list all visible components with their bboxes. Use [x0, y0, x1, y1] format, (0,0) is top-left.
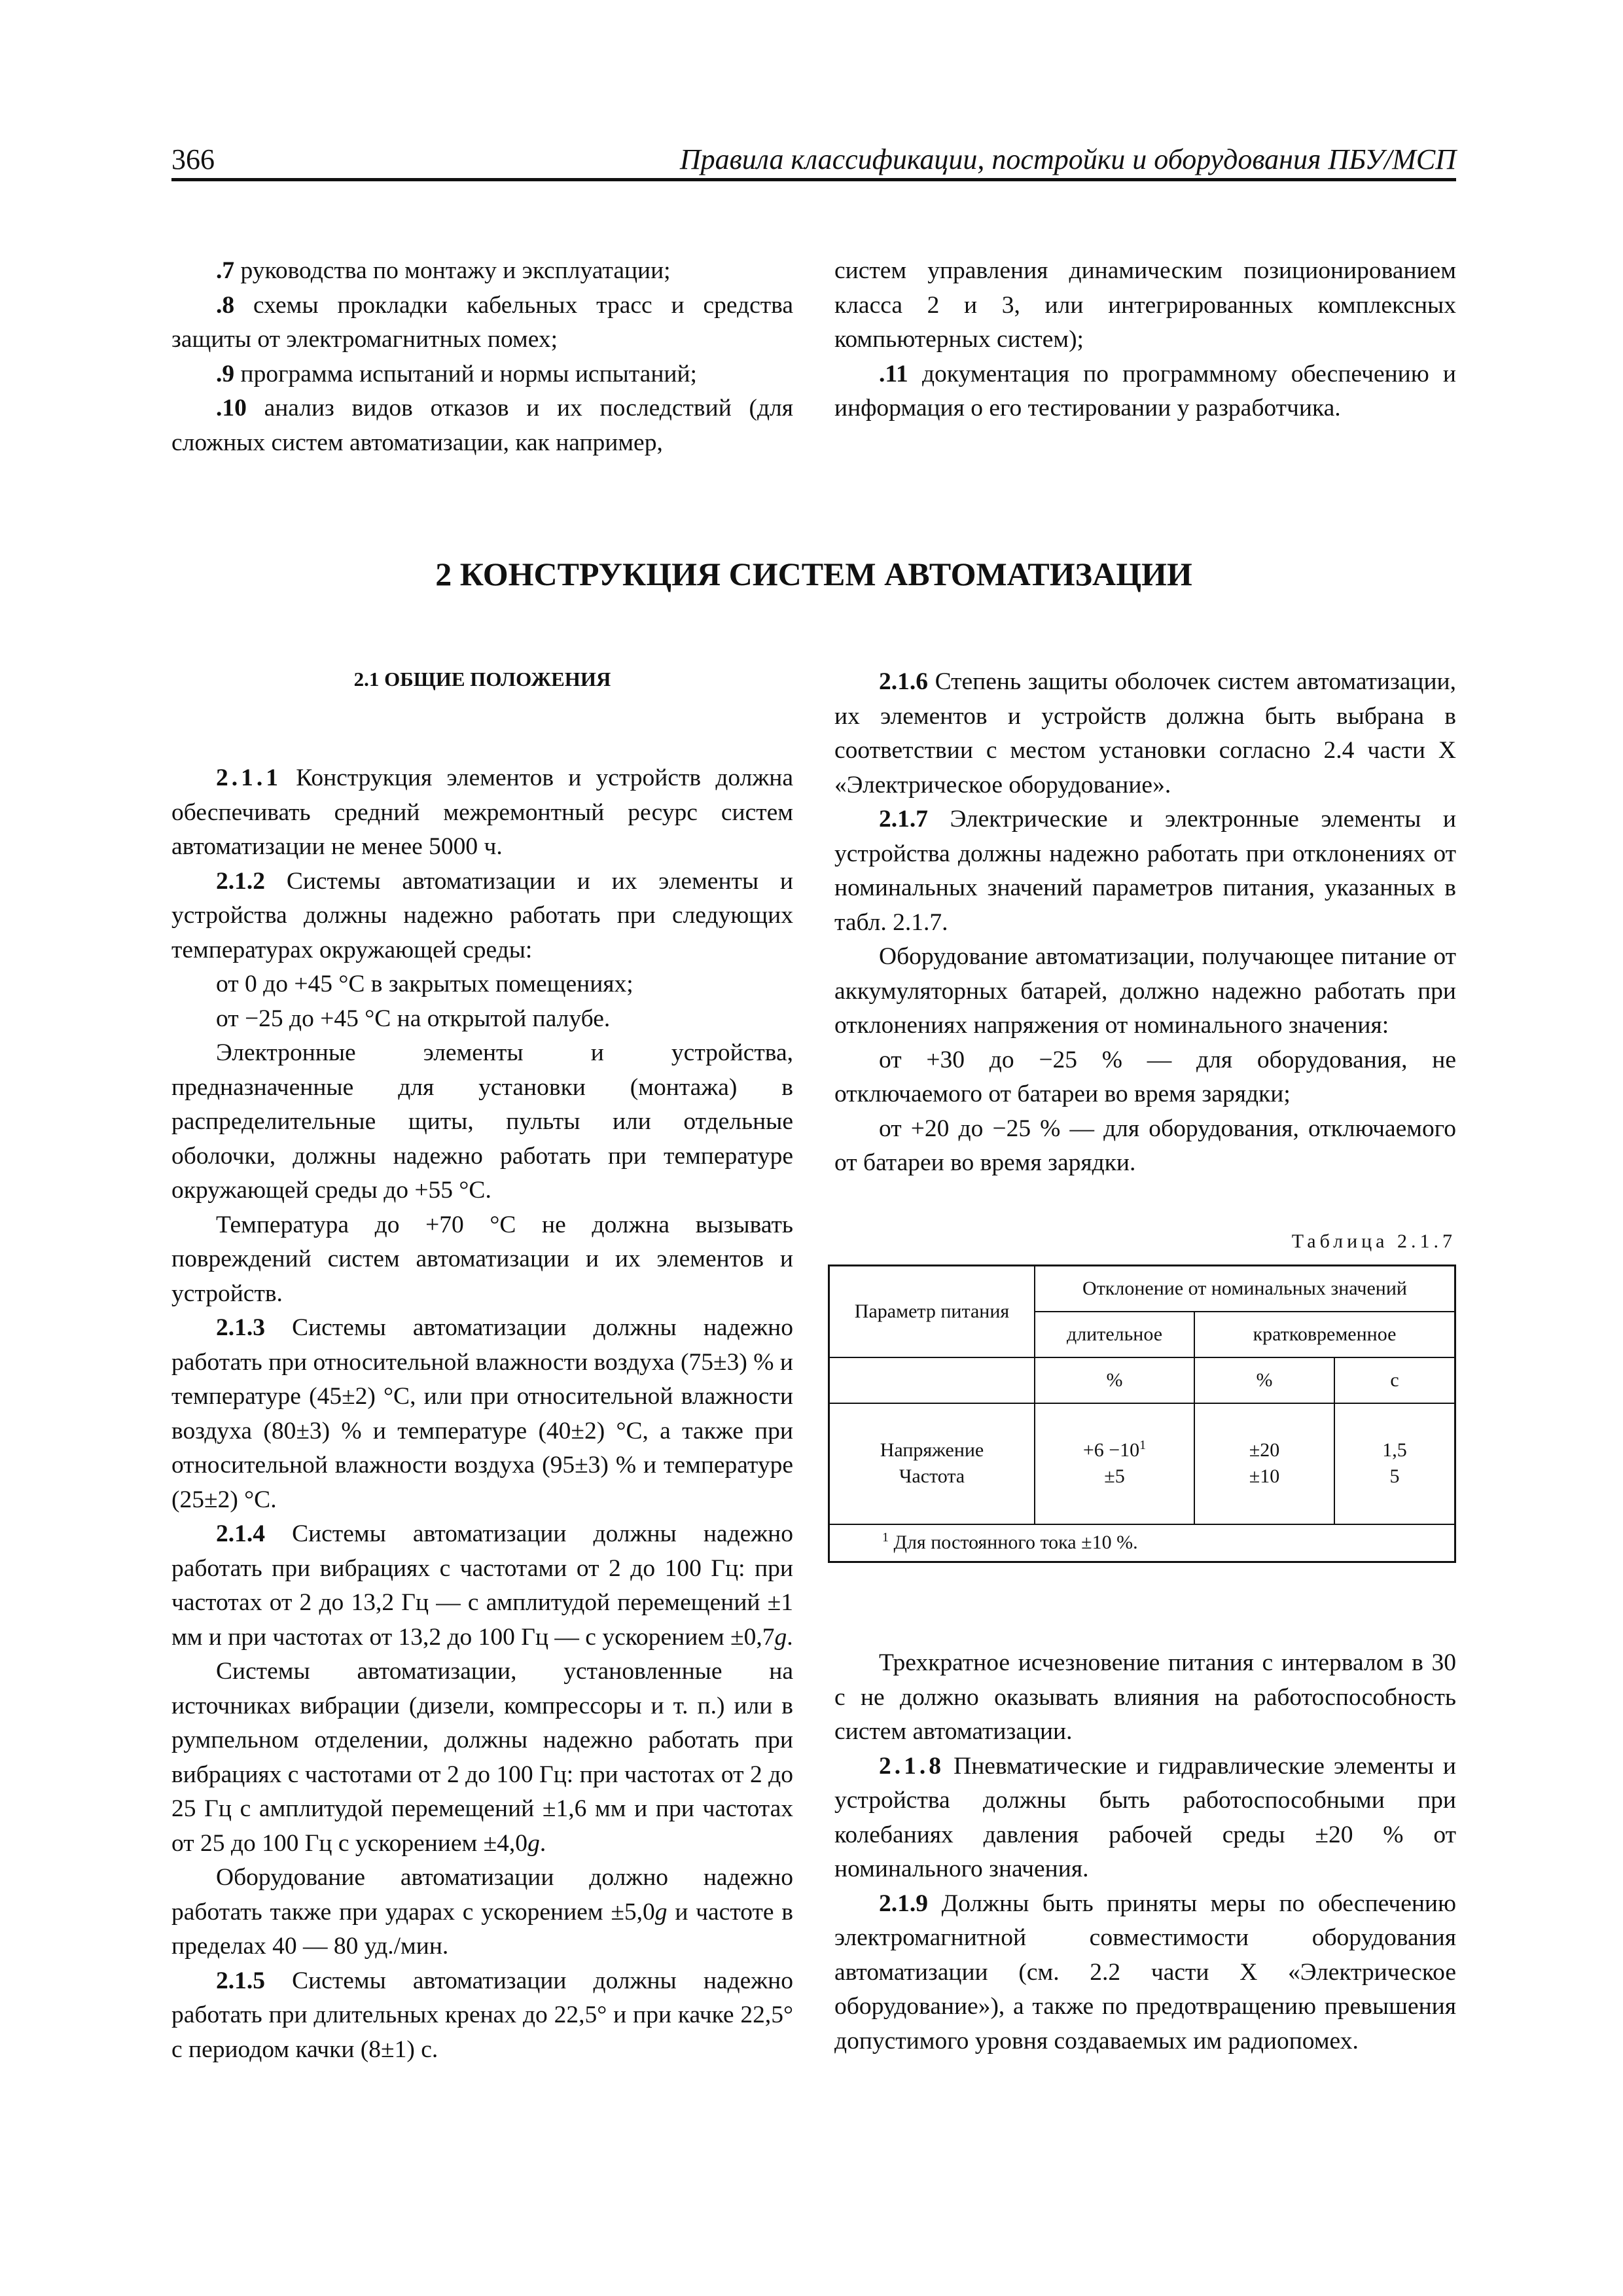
- temp-open: от −25 до +45 °С на открытой палубе.: [216, 1005, 611, 1032]
- table-2-1-7: [828, 1265, 1456, 1563]
- th-unit-long: %: [1035, 1357, 1194, 1403]
- th-unit-short-pct: %: [1194, 1357, 1334, 1403]
- item-8: .8 схемы прокладки кабельных трасс и средства защиты от электромагнитных помех;: [171, 291, 793, 353]
- para-battery: Оборудование автоматизации, получающее питание от аккумуляторных батарей, должно надежно работать при отклонениях напряжения от номинального значения:: [834, 943, 1456, 1039]
- table-caption: Таблица 2.1.7: [1291, 1230, 1456, 1252]
- para-shock: Оборудование автоматизации должно надежно работать также при ударах с ускорением ±5,0g и частоте в пределах 40 — 80 уд./мин.: [171, 1864, 793, 1960]
- right-column-upper: [834, 665, 1456, 1181]
- running-title: Правила классификации, постройки и оборудования ПБУ/МСП: [679, 143, 1456, 175]
- para-vibration-sources: Системы автоматизации, установленные на источниках вибрации (дизели, компрессоры и т. п.) или в румпельном отделении, должны надежно работать при вибрациях с частотами от 2 до 100 Гц: при частотах от 2 до 25 Гц с амплитудой перемещений ±1,6 мм и при частотах от 25 до 100 Гц с ускорением ±4,0g.: [171, 1658, 793, 1857]
- page-number: 366: [171, 143, 215, 175]
- item-9: .9 программа испытаний и нормы испытаний;: [216, 360, 697, 387]
- para-2-1-2: 2.1.2 Системы автоматизации и их элементы и устройства должны надежно работать при следующих температурах окружающей среды:: [171, 867, 793, 963]
- th-long: длительное: [1035, 1312, 1194, 1357]
- table-row-names: Напряжение Частота: [829, 1403, 1035, 1524]
- header-rule: [171, 178, 1456, 181]
- para-2-1-1: 2.1.1 Конструкция элементов и устройств должна обеспечивать средний межремонтный ресурс систем автоматизации не менее 5000 ч.: [171, 764, 793, 860]
- section-title: 2 КОНСТРУКЦИЯ СИСТЕМ АВТОМАТИЗАЦИИ: [435, 556, 1192, 592]
- top-right-column: [834, 254, 1456, 426]
- table-cell-short-pct: ±20 ±10: [1194, 1403, 1334, 1524]
- item-11: .11 документация по программному обеспечению и информация о его тестировании у разработчика.: [834, 360, 1456, 422]
- table-cell-long: $+6 -10^1$ ±5: [1035, 1403, 1194, 1524]
- para-2-1-3: 2.1.3 Системы автоматизации должны надежно работать при относительной влажности воздуха (75±3) % и температуре (45±2) °С, или при относительной влажности воздуха (80±3) % и температуре (40±2) °С, а также при относительной влажности воздуха (95±3) % и температуре (25±2) °С.: [171, 1314, 793, 1513]
- para-2-1-4: 2.1.4 Системы автоматизации должны надежно работать при вибрациях с частотами от 2 до 100 Гц: при частотах от 2 до 13,2 Гц — с амплитудой перемещений ±1 мм и при частотах от 13,2 до 100 Гц — с ускорением ±0,7g.: [171, 1520, 793, 1651]
- th-parameter: Параметр питания: [829, 1266, 1035, 1357]
- top-left-column: [171, 254, 793, 460]
- para-70: Температура до +70 °С не должна вызывать повреждений систем автоматизации и их элементов и устройств.: [171, 1211, 793, 1307]
- para-2-1-5: 2.1.5 Системы автоматизации должны надежно работать при длительных кренах до 22,5° и при качке 22,5° с периодом качки (8±1) с.: [171, 1967, 793, 2063]
- item-10: .10 анализ видов отказов и их последствий (для сложных систем автоматизации, как например,: [171, 395, 793, 456]
- subsection-title: 2.1 ОБЩИЕ ПОЛОЖЕНИЯ: [353, 668, 611, 691]
- para-2-1-8: 2.1.8 Пневматические и гидравлические элементы и устройства должны быть работоспособными при колебаниях давления рабочей среды ±20 % от номинального значения.: [834, 1752, 1456, 1882]
- para-2-1-6: 2.1.6 Степень защиты оболочек систем автоматизации, их элементов и устройств должна быть выбрана в соответствии с местом установки согласно 2.4 части X «Электрическое оборудование».: [834, 668, 1456, 798]
- battery-range-1: от +30 до −25 % — для оборудования, не отключаемого от батареи во время зарядки;: [834, 1046, 1456, 1107]
- para-2-1-7: 2.1.7 Электрические и электронные элементы и устройства должны надежно работать при отклонениях от номинальных значений параметров питания, указанных в табл. 2.1.7.: [834, 806, 1456, 936]
- temp-closed: от 0 до +45 °С в закрытых помещениях;: [216, 971, 633, 997]
- item-7: .7 руководства по монтажу и эксплуатации;: [216, 257, 671, 284]
- table-cell-short-s: 1,5 5: [1334, 1403, 1455, 1524]
- para-2-1-9: 2.1.9 Должны быть приняты меры по обеспечению электромагнитной совместимости оборудования автоматизации (см. 2.2 части X «Электрическое оборудование»), а также по предотвращению превышения допустимого уровня создаваемых им радиопомех.: [834, 1890, 1456, 2054]
- battery-range-2: от +20 до −25 % — для оборудования, отключаемого от батареи во время зарядки.: [834, 1115, 1456, 1176]
- para-electronic: Электронные элементы и устройства, предназначенные для установки (монтажа) в распределительные щиты, пульты или отдельные оболочки, должны надежно работать при температуре окружающей среды до +55 °С.: [171, 1039, 793, 1204]
- item-10-continuation: систем управления динамическим позиционированием класса 2 и 3, или интегрированных комплексных компьютерных систем);: [834, 257, 1456, 353]
- th-unit-short-s: с: [1334, 1357, 1455, 1403]
- right-column-lower: [834, 1646, 1456, 2058]
- table-footnote: $^1$ Для постоянного тока ±10 %.: [829, 1524, 1455, 1562]
- th-short: кратковременное: [1194, 1312, 1455, 1357]
- th-deviation: Отклонение от номинальных значений: [1035, 1266, 1455, 1312]
- left-column: [171, 761, 793, 2067]
- para-power-loss: Трехкратное исчезновение питания с интервалом в 30 с не должно оказывать влияния на работоспособность систем автоматизации.: [834, 1649, 1456, 1745]
- th-empty: [829, 1357, 1035, 1403]
